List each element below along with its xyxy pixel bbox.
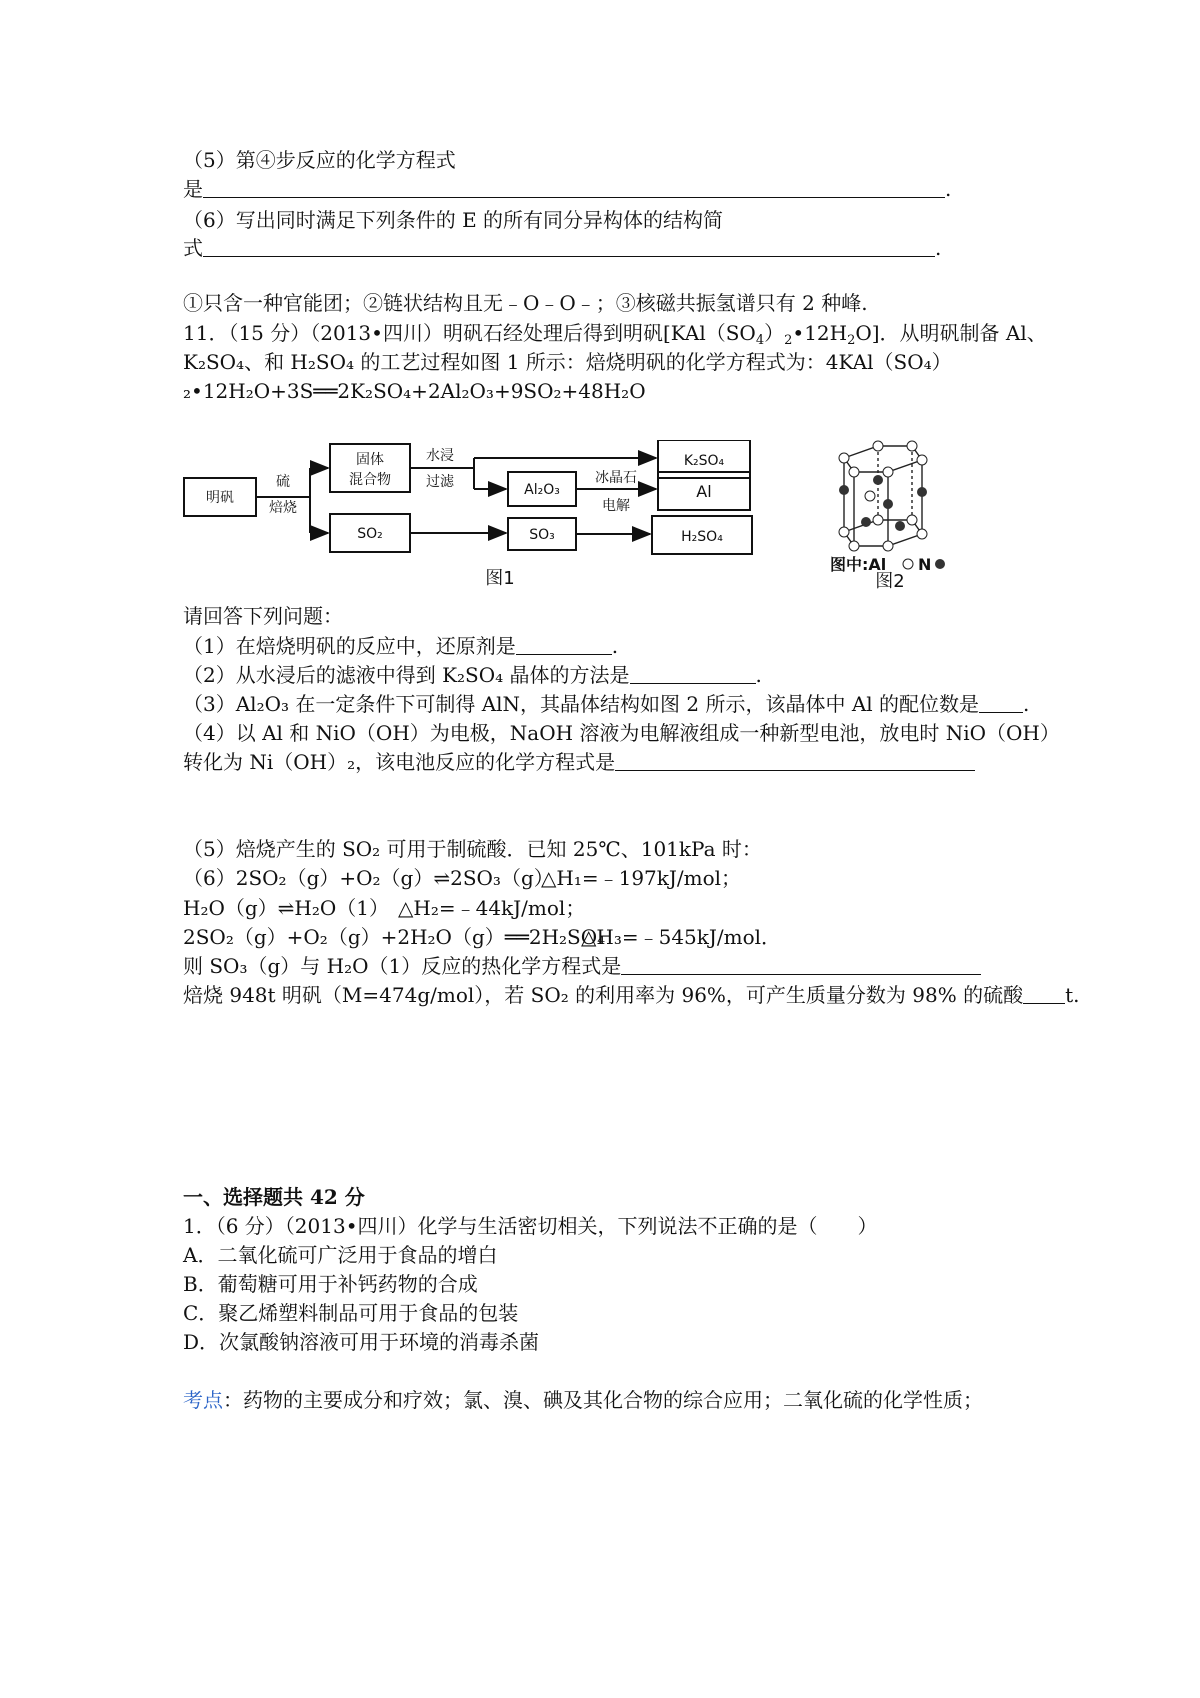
q11-p1: （1）在焙烧明矾的反应中，还原剂是 . xyxy=(183,634,619,658)
q11-p2: （2）从水浸后的滤液中得到 K₂SO₄ 晶体的方法是 . xyxy=(183,663,762,687)
q11-p6b: H₂O（g）⇌H₂O（1） △H₂=﹣44kJ/mol； xyxy=(183,896,586,920)
legend-n-marker xyxy=(935,559,945,569)
q5-suffix: . xyxy=(945,177,952,201)
option-c[interactable]: C．聚乙烯塑料制品可用于食品的包装 xyxy=(183,1301,519,1325)
q5-line1: （5）第④步反应的化学方程式 xyxy=(183,148,456,172)
q11-p6a: （6）2SO₂（g）+O₂（g）⇌2SO₃（g） △H₁=﹣197kJ/mol； xyxy=(183,866,742,890)
figure-2-caption: 图2 xyxy=(875,571,905,592)
label-so3: SO₃ xyxy=(529,527,555,543)
label-step3-top: 冰晶石 xyxy=(595,470,637,486)
option-d[interactable]: D．次氯酸钠溶液可用于环境的消毒杀菌 xyxy=(183,1330,540,1354)
q11-p4b: 转化为 Ni（OH）₂，该电池反应的化学方程式是 xyxy=(183,748,975,776)
q11-p6e: 焙烧 948t 明矾（M=474g/mol），若 SO₂ 的利用率为 96%，可产生质量分数为 98% 的硫酸 t. xyxy=(183,983,1080,1007)
q11-p5: （5）焙烧产生的 SO₂ 可用于制硫酸．已知 25℃、101kPa 时： xyxy=(183,837,762,861)
q11-intro-b: K₂SO₄、和 H₂SO₄ 的工艺过程如图 1 所示：焙烧明矾的化学方程式为：4KAl（SO₄） xyxy=(183,350,952,374)
label-h2so4: H₂SO₄ xyxy=(681,529,723,545)
legend-n-label: N xyxy=(918,555,932,574)
label-step2-top: 水浸 xyxy=(426,448,454,464)
figure-2-legend: 图中:Al xyxy=(830,555,887,574)
q11-p4a: （4）以 Al 和 NiO（OH）为电极，NaOH 溶液为电解液组成一种新型电池，放电时 NiO（OH） xyxy=(183,721,1060,745)
q6-answer-blank[interactable] xyxy=(203,238,935,257)
legend-al-marker xyxy=(903,559,913,569)
q6-prefix: 式 xyxy=(183,236,203,260)
label-al2o3: Al₂O₃ xyxy=(524,482,560,498)
label-step1-top: 硫 xyxy=(276,474,290,490)
q11-p6e-blank[interactable] xyxy=(1023,985,1065,1004)
q11-p6c: 2SO₂（g）+O₂（g）+2H₂O（g）══2H₂SO₄ △H₃=﹣545kJ/mol． xyxy=(183,925,782,949)
q11-intro-a: 11．（15 分）（2013•四川）明矾石经处理后得到明矾$[KAl(SO_4)_2•12H_2O]$．从明矾制备 Al、 xyxy=(183,321,1047,348)
q11-p3-blank[interactable] xyxy=(979,694,1023,713)
figure-2-crystal xyxy=(830,440,980,600)
q5-prefix: 是 xyxy=(183,177,203,201)
label-solid-top: 固体 xyxy=(356,452,384,468)
q11-p6d: 则 SO₃（g）与 H₂O（1）反应的热化学方程式是 xyxy=(183,952,981,980)
q11-p1-blank[interactable] xyxy=(516,636,612,655)
label-step1-bot: 焙烧 xyxy=(269,500,297,516)
q11-p6d-blank[interactable] xyxy=(621,956,981,975)
q5-answer-blank[interactable] xyxy=(203,179,945,198)
q6-conditions: ①只含一种官能团；②链状结构且无﹣O﹣O﹣；③核磁共振氢谱只有 2 种峰. xyxy=(183,291,868,315)
figure-1-caption: 图1 xyxy=(485,568,515,589)
kaodian-label: 考点 xyxy=(183,1388,223,1412)
option-b[interactable]: B．葡萄糖可用于补钙药物的合成 xyxy=(183,1272,478,1296)
figure-1-flowchart xyxy=(180,440,820,600)
label-so2: SO₂ xyxy=(357,526,383,542)
section-title: 一、选择题共 42 分 xyxy=(183,1185,365,1209)
question-1: 1．（6 分）（2013•四川）化学与生活密切相关，下列说法不正确的是（ ） xyxy=(183,1214,878,1238)
q6-line1: （6）写出同时满足下列条件的 E 的所有同分异构体的结构简 xyxy=(183,208,724,232)
q6-suffix: . xyxy=(935,236,942,260)
label-step2-bot: 过滤 xyxy=(426,474,454,490)
q11-prompt: 请回答下列问题： xyxy=(183,604,343,628)
q6-answer-line xyxy=(183,234,941,262)
q5-answer-line xyxy=(183,175,951,203)
label-solid-bot: 混合物 xyxy=(349,472,391,488)
option-a[interactable]: A．二氧化硫可广泛用于食品的增白 xyxy=(183,1243,498,1267)
label-k2so4: K₂SO₄ xyxy=(683,453,725,469)
q11-intro-c: ₂•12H₂O+3S══2K₂SO₄+2Al₂O₃+9SO₂+48H₂O xyxy=(183,379,646,403)
kaodian-line xyxy=(183,1386,983,1414)
kaodian-text: ：药物的主要成分和疗效；氯、溴、碘及其化合物的综合应用；二氧化硫的化学性质； xyxy=(223,1388,983,1412)
q11-p4-blank[interactable] xyxy=(615,752,975,771)
label-step3-bot: 电解 xyxy=(602,498,630,514)
q11-p2-blank[interactable] xyxy=(630,665,756,684)
q11-p3: （3）Al₂O₃ 在一定条件下可制得 AlN，其晶体结构如图 2 所示，该晶体中 Al 的配位数是 . xyxy=(183,692,1030,716)
label-al: Al xyxy=(696,482,712,501)
label-mingfan: 明矾 xyxy=(206,490,234,506)
